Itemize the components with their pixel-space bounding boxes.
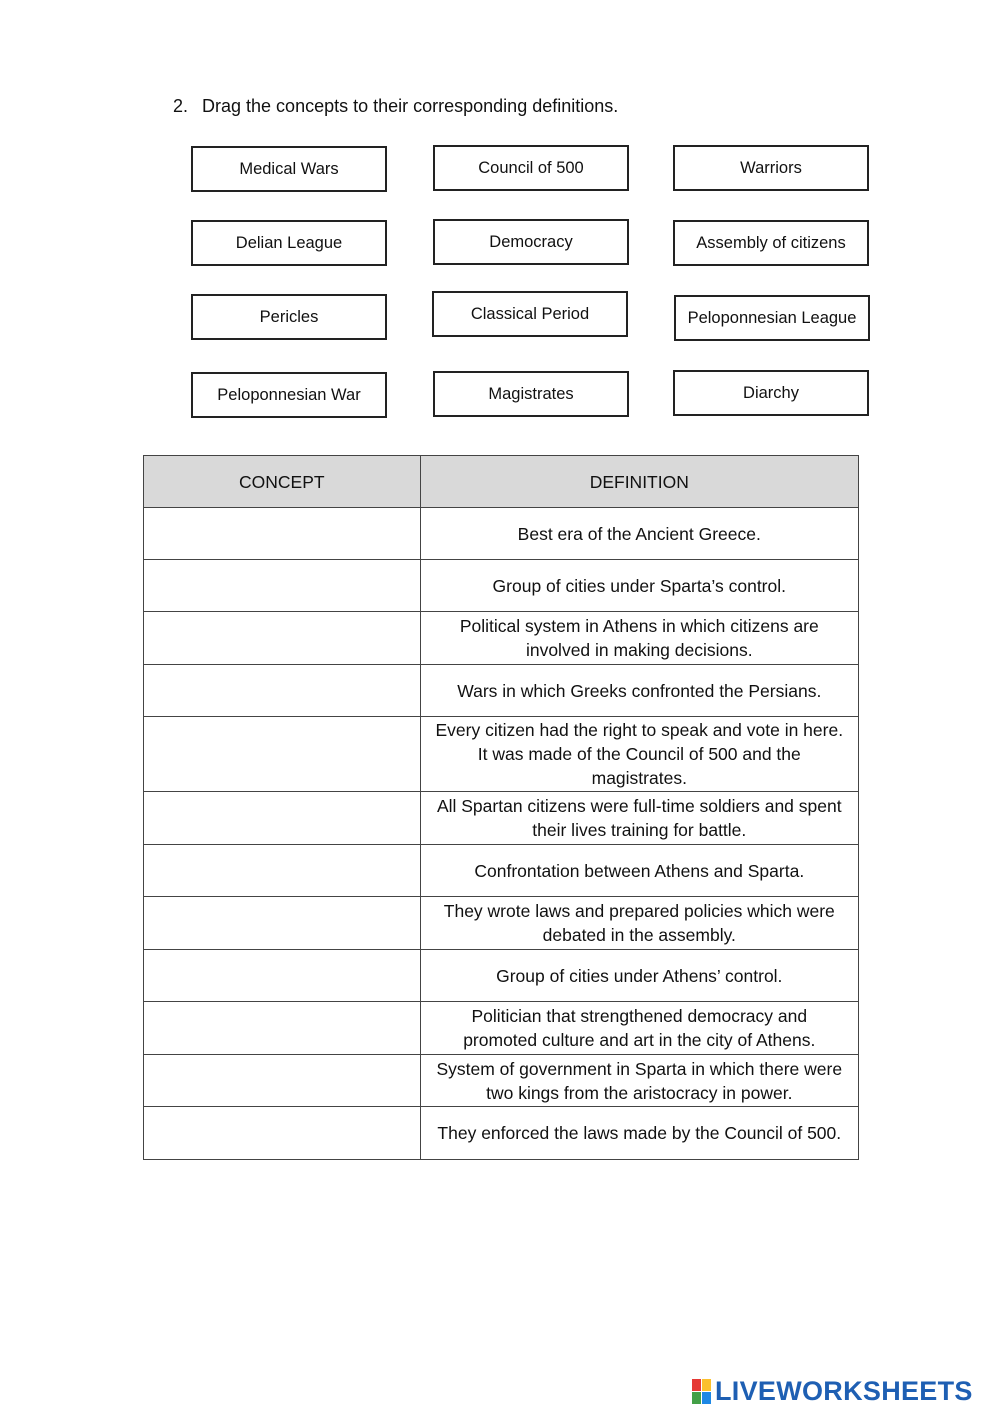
table-row xyxy=(144,950,859,1002)
concept-drop-zone[interactable] xyxy=(144,845,421,897)
concept-card[interactable]: Diarchy xyxy=(673,370,869,416)
concept-card[interactable]: Peloponnesian League xyxy=(674,295,870,341)
definition-cell: System of government in Sparta in which there were two kings from the aristocracy in power. xyxy=(420,1055,858,1107)
matching-table xyxy=(143,455,859,1160)
logo-mark-icon xyxy=(692,1379,711,1404)
concept-card[interactable]: Magistrates xyxy=(433,371,629,417)
definition-cell: Group of cities under Athens’ control. xyxy=(420,950,858,1002)
concept-drop-zone[interactable] xyxy=(144,665,421,717)
logo-text: LIVEWORKSHEETS xyxy=(715,1376,973,1406)
table-row xyxy=(144,1002,859,1055)
concept-drop-zone[interactable] xyxy=(144,1107,421,1160)
concept-card[interactable]: Council of 500 xyxy=(433,145,629,191)
concept-card[interactable]: Warriors xyxy=(673,145,869,191)
concept-drop-zone[interactable] xyxy=(144,1055,421,1107)
table-row xyxy=(144,897,859,950)
concept-column-header: CONCEPT xyxy=(144,456,421,508)
liveworksheets-logo xyxy=(692,1376,973,1407)
concept-drop-zone[interactable] xyxy=(144,950,421,1002)
table-row xyxy=(144,792,859,845)
table-row xyxy=(144,717,859,792)
concept-card[interactable]: Peloponnesian War xyxy=(191,372,387,418)
concept-card[interactable]: Assembly of citizens xyxy=(673,220,869,266)
concept-drop-zone[interactable] xyxy=(144,612,421,665)
table-row xyxy=(144,845,859,897)
table-header-row xyxy=(144,456,859,508)
definition-column-header: DEFINITION xyxy=(420,456,858,508)
table-row xyxy=(144,665,859,717)
concept-card[interactable]: Delian League xyxy=(191,220,387,266)
definition-cell: Group of cities under Sparta’s control. xyxy=(420,560,858,612)
definition-cell: Confrontation between Athens and Sparta. xyxy=(420,845,858,897)
instruction-text: Drag the concepts to their corresponding definitions. xyxy=(202,96,619,116)
concept-card[interactable]: Democracy xyxy=(433,219,629,265)
concept-drop-zone[interactable] xyxy=(144,717,421,792)
table-row xyxy=(144,560,859,612)
table-row xyxy=(144,612,859,665)
concept-card[interactable]: Medical Wars xyxy=(191,146,387,192)
definition-cell: Politician that strengthened democracy and promoted culture and art in the city of Athens. xyxy=(420,1002,858,1055)
concept-drop-zone[interactable] xyxy=(144,897,421,950)
definition-cell: Best era of the Ancient Greece. xyxy=(420,508,858,560)
table-row xyxy=(144,508,859,560)
concept-card[interactable]: Pericles xyxy=(191,294,387,340)
definition-cell: Every citizen had the right to speak and vote in here. It was made of the Council of 500 and the magistrates. xyxy=(420,717,858,792)
question-number: 2. xyxy=(173,96,189,116)
definition-cell: Political system in Athens in which citizens are involved in making decisions. xyxy=(420,612,858,665)
concept-drop-zone[interactable] xyxy=(144,508,421,560)
concept-drop-zone[interactable] xyxy=(144,1002,421,1055)
definition-cell: All Spartan citizens were full-time soldiers and spent their lives training for battle. xyxy=(420,792,858,845)
definition-cell: They enforced the laws made by the Council of 500. xyxy=(420,1107,858,1160)
table-row xyxy=(144,1055,859,1107)
instruction xyxy=(173,96,618,117)
concept-card[interactable]: Classical Period xyxy=(432,291,628,337)
definition-cell: They wrote laws and prepared policies which were debated in the assembly. xyxy=(420,897,858,950)
concept-drop-zone[interactable] xyxy=(144,560,421,612)
concept-drop-zone[interactable] xyxy=(144,792,421,845)
definition-cell: Wars in which Greeks confronted the Persians. xyxy=(420,665,858,717)
table-row xyxy=(144,1107,859,1160)
